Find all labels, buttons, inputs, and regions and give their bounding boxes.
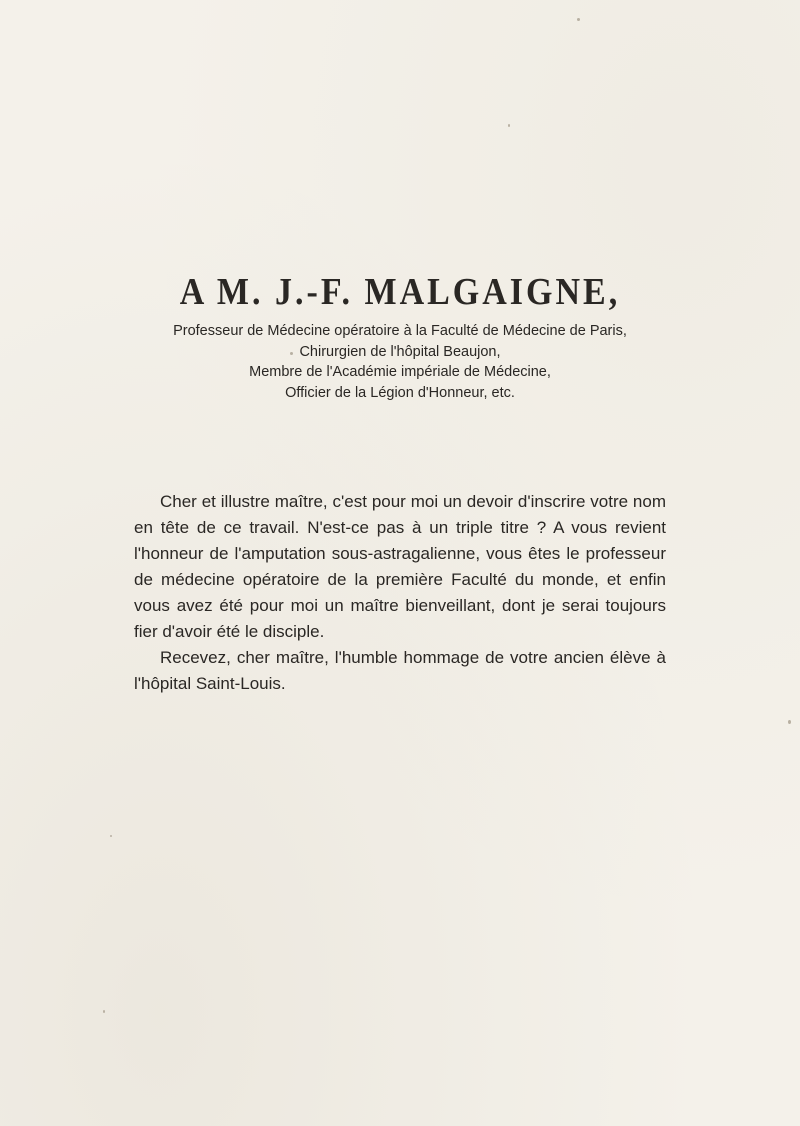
credential-line: Professeur de Médecine opératoire à la Faculté de Médecine de Paris, <box>173 323 627 339</box>
credential-line: Officier de la Légion d'Honneur, etc. <box>285 384 515 401</box>
paper-speck <box>577 18 580 21</box>
dedicatee-credentials <box>0 321 800 403</box>
dedication-title: A M. J.-F. MALGAIGNE, <box>179 271 621 314</box>
letter-paragraph: Recevez, cher maître, l'humble hommage de votre ancien élève à l'hôpital Saint-Louis. <box>134 648 666 693</box>
paper-speck <box>788 720 791 724</box>
paper-speck <box>290 352 293 355</box>
letter-paragraph: Cher et illustre maître, c'est pour moi un devoir d'inscrire votre nom en tête de ce travail. N'est-ce pas à un triple titre ? A vous revient l'honneur de l'amputation sous-astragalienne, vous êtes le professeur de médecine opératoire de la première Faculté du monde, et enfin vous avez été pour moi un maître bienveillant, dont je serai toujours fier d'avoir été le disciple. <box>134 492 666 641</box>
credential-line: Membre de l'Académie impériale de Médecine, <box>249 364 551 380</box>
paper-speck <box>110 835 112 837</box>
paper-speck <box>508 124 510 127</box>
dedication-letter <box>134 489 666 697</box>
paper-speck <box>103 1010 105 1013</box>
credential-line: Chirurgien de l'hôpital Beaujon, <box>299 343 501 360</box>
